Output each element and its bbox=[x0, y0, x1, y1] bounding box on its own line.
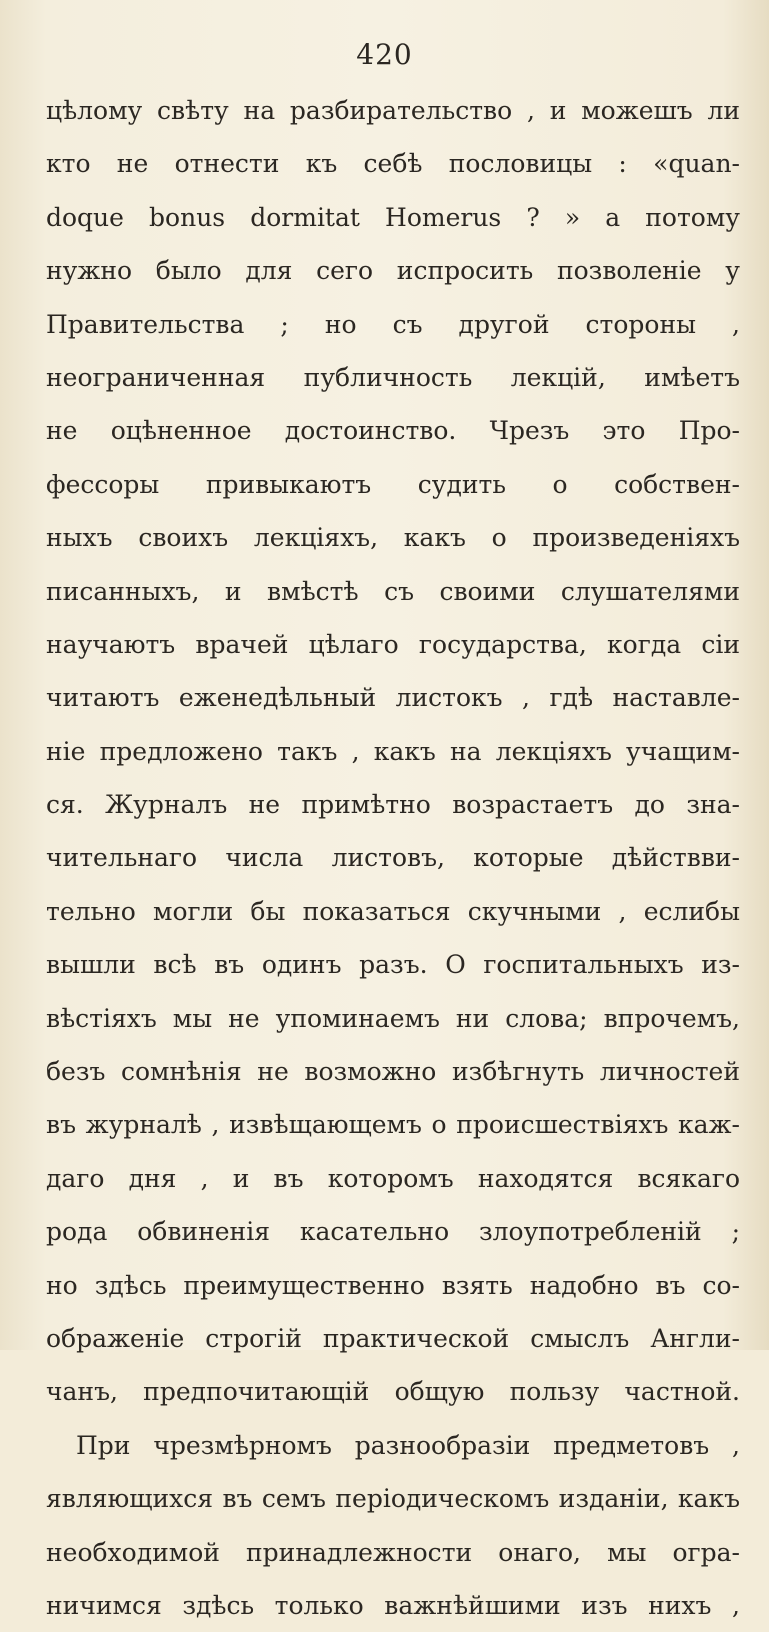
text-line: читаютъ еженедѣльный листокъ , гдѣ наставле- bbox=[46, 683, 740, 713]
text-line: чанъ, предпочитающій общую пользу частной. bbox=[46, 1377, 740, 1407]
text-line: необходимой принадлежности онаго, мы огра- bbox=[46, 1537, 740, 1567]
text-line: При чрезмѣрномъ разнообразіи предметовъ , bbox=[76, 1430, 740, 1460]
text-line: ніе предложено такъ , какъ на лекціяхъ учащим- bbox=[46, 736, 740, 766]
text-line: писанныхъ, и вмѣстѣ съ своими слушателями bbox=[46, 576, 740, 606]
text-line: Правительства ; но съ другой стороны , bbox=[46, 309, 740, 339]
text-line: вышли всѣ въ одинъ разъ. О госпитальныхъ из- bbox=[46, 950, 740, 980]
page-number: 420 bbox=[356, 38, 413, 71]
text-line: ся. Журналъ не примѣтно возрастаетъ до зна- bbox=[46, 790, 740, 820]
text-line: вѣстіяхъ мы не упоминаемъ ни слова; впрочемъ, bbox=[46, 1003, 740, 1033]
text-line: въ журналѣ , извѣщающемъ о происшествіяхъ каж- bbox=[46, 1110, 740, 1140]
text-line: ничимся здѣсь только важнѣйшими изъ нихъ , bbox=[46, 1590, 740, 1620]
text-line: нужно было для сего испросить позволеніе у bbox=[46, 256, 740, 286]
text-line: не оцѣненное достоинство. Чрезъ это Про- bbox=[46, 416, 740, 446]
text-line: чительнаго числа листовъ, которые дѣйствви- bbox=[46, 843, 740, 873]
text-line: неограниченная публичность лекцій, имѣетъ bbox=[46, 362, 740, 392]
text-line: научаютъ врачей цѣлаго государства, когда сіи bbox=[46, 629, 740, 659]
text-line: но здѣсь преимущественно взять надобно въ со- bbox=[46, 1270, 740, 1300]
text-line: фессоры привыкаютъ судить о собствен- bbox=[46, 469, 740, 499]
text-line: безъ сомнѣнія не возможно избѣгнуть личностей bbox=[46, 1057, 740, 1087]
text-line: являющихся въ семъ періодическомъ изданіи, какъ bbox=[46, 1484, 740, 1514]
text-line: рода обвиненія касательно злоупотребленій ; bbox=[46, 1217, 740, 1247]
text-line: тельно могли бы показаться скучными , еслибы bbox=[46, 896, 740, 926]
text-line: цѣлому свѣту на разбирательство , и можешъ ли bbox=[46, 96, 740, 125]
body-text bbox=[46, 84, 740, 1632]
text-line: кто не отнести къ себѣ пословицы : «quan- bbox=[46, 149, 740, 179]
text-line: даго дня , и въ которомъ находятся всякаго bbox=[46, 1163, 740, 1193]
text-line: ображеніе строгій практической смыслъ Англи- bbox=[46, 1323, 740, 1353]
text-line: ныхъ своихъ лекціяхъ, какъ о произведеніяхъ bbox=[46, 523, 740, 553]
text-line: doque bonus dormitat Homerus ? » а потому bbox=[46, 202, 740, 232]
